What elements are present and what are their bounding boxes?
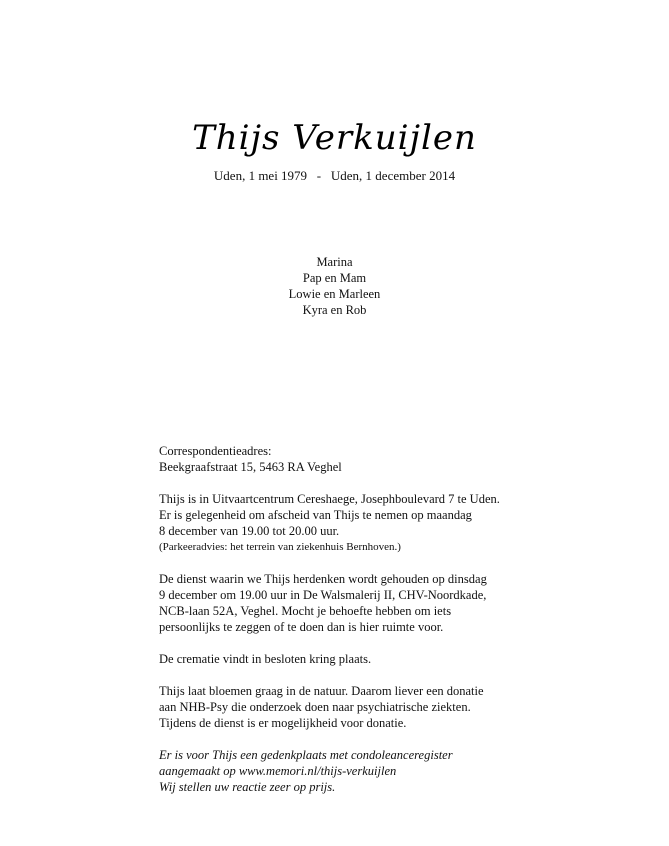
condolence-line: Wij stellen uw reactie zeer op prijs. (159, 780, 336, 794)
mourner-entry: Kyra en Rob (302, 303, 367, 317)
mourner-entry: Pap en Mam (302, 271, 367, 285)
visitation-block (159, 491, 559, 555)
visitation-line: Thijs is in Uitvaartcentrum Cereshaege, Josephboulevard 7 te Uden. (159, 492, 500, 506)
mourner-entry: Lowie en Marleen (288, 287, 381, 301)
life-dates: Uden, 1 mei 1979 - Uden, 1 december 2014 (213, 168, 456, 183)
visitation-line: Er is gelegenheid om afscheid van Thijs te nemen op maandag (159, 508, 472, 522)
visitation-line: 8 december van 19.00 tot 20.00 uur. (159, 524, 340, 538)
condolence-block (159, 747, 559, 795)
cremation-text: De crematie vindt in besloten kring plaats. (159, 652, 372, 666)
flowers-block (159, 683, 559, 731)
service-line: persoonlijks te zeggen of te doen dan is hier ruimte voor. (159, 620, 444, 634)
service-line: 9 december om 19.00 uur in De Walsmalerij II, CHV-Noordkade, (159, 588, 487, 602)
cremation-block (159, 651, 559, 667)
service-line: De dienst waarin we Thijs herdenken wordt gehouden op dinsdag (159, 572, 487, 586)
condolence-line: Er is voor Thijs een gedenkplaats met condoleanceregister (159, 748, 453, 762)
condolence-line: aangemaakt op www.memori.nl/thijs-verkuijlen (159, 764, 397, 778)
mourner-entry: Marina (316, 255, 353, 269)
service-line: NCB-laan 52A, Veghel. Mocht je behoefte hebben om iets (159, 604, 452, 618)
flowers-line: aan NHB-Psy die onderzoek doen naar psychiatrische ziekten. (159, 700, 471, 714)
notice-body (159, 443, 559, 811)
correspondence-block (159, 443, 559, 475)
correspondence-address: Beekgraafstraat 15, 5463 RA Veghel (159, 460, 342, 474)
flowers-line: Tijdens de dienst is er mogelijkheid voor donatie. (159, 716, 407, 730)
correspondence-label: Correspondentieadres: (159, 444, 272, 458)
parking-note: (Parkeeradvies: het terrein van ziekenhuis Bernhoven.) (159, 541, 401, 553)
deceased-name: Thijs Verkuijlen (192, 118, 477, 158)
service-block (159, 571, 559, 635)
mourners-list (0, 254, 669, 318)
flowers-line: Thijs laat bloemen graag in de natuur. Daarom liever een donatie (159, 684, 484, 698)
